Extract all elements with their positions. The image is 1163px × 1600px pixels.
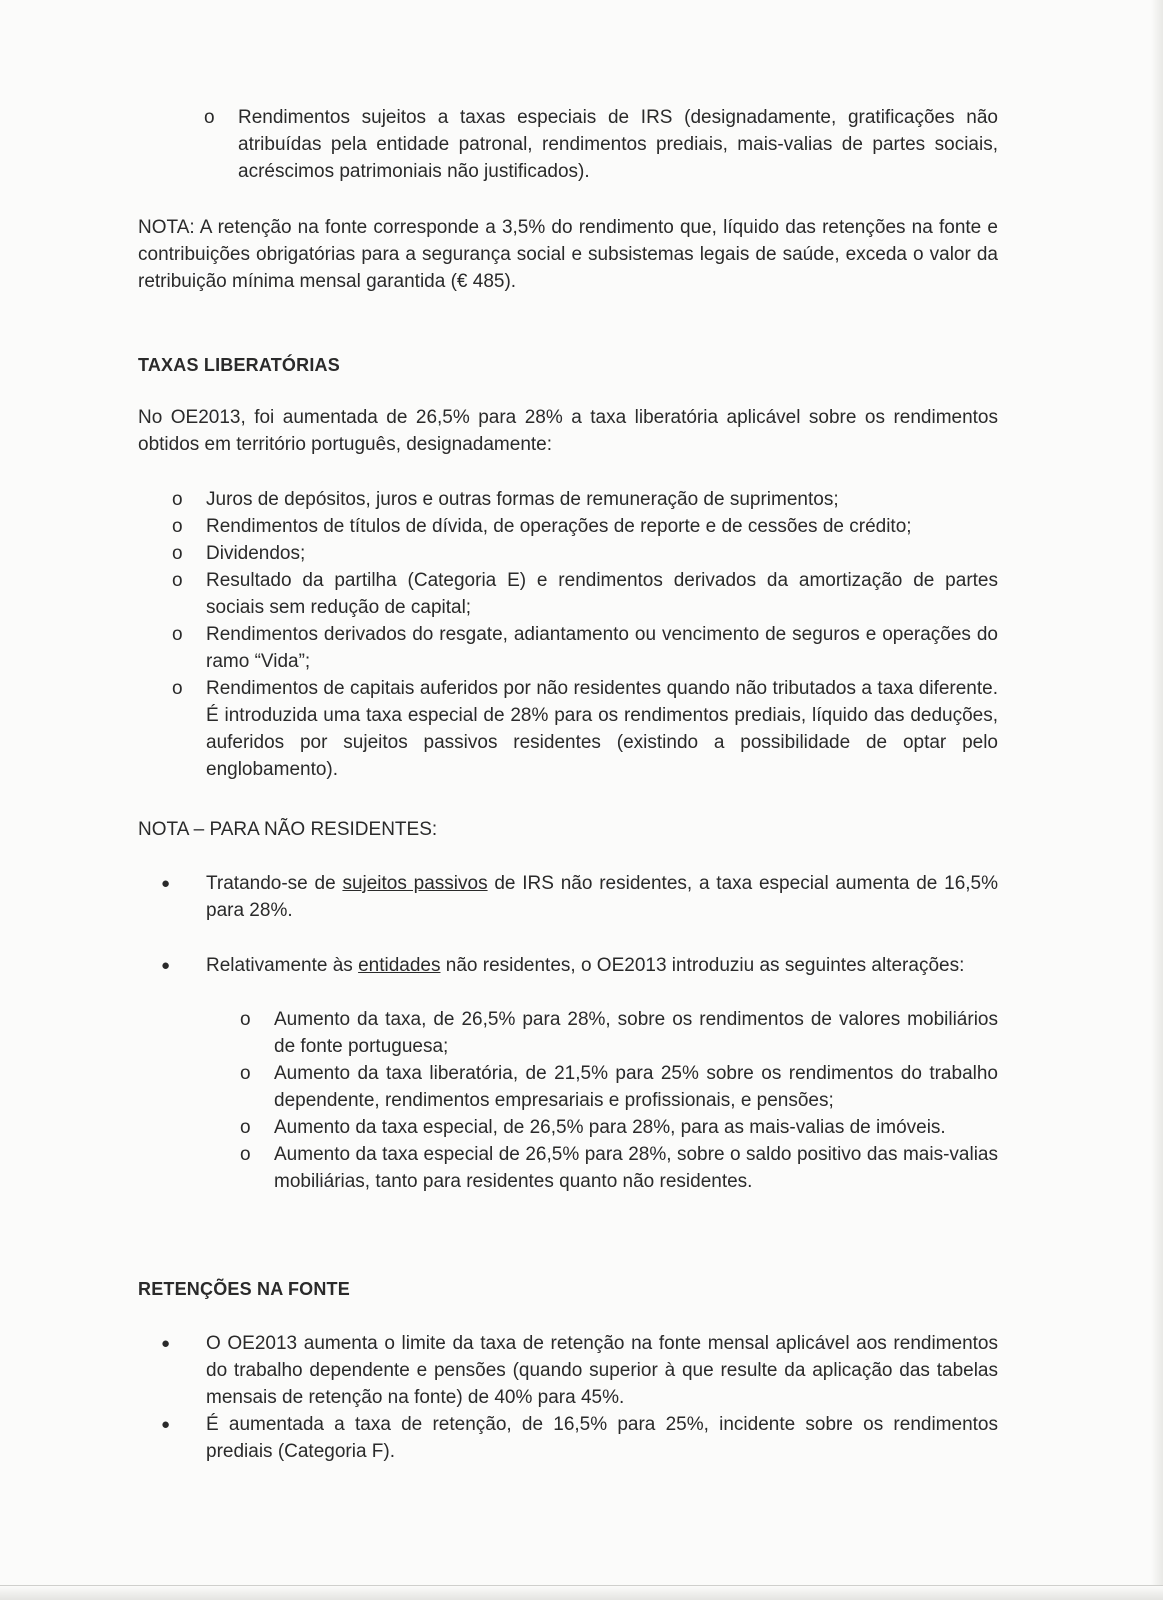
bullet-icon: ●	[161, 957, 171, 974]
bullet-icon: ●	[161, 875, 171, 892]
nao-residentes-list-1	[138, 870, 998, 924]
list-item	[138, 675, 998, 783]
list-item-text-post: não residentes, o OE2013 introduziu as seguintes alterações:	[440, 955, 965, 976]
list-item-text: Rendimentos derivados do resgate, adiantamento ou vencimento de seguros e operações do ramo “Vida”;	[206, 624, 998, 672]
list-item-text-pre: Tratando-se de	[206, 873, 343, 894]
page-edge-shadow	[1151, 0, 1163, 1600]
section-heading-retencoes: RETENÇÕES NA FONTE	[138, 1279, 350, 1299]
list-item	[138, 621, 998, 675]
page-bottom-edge	[0, 1585, 1163, 1600]
underlined-term: sujeitos passivos	[342, 873, 488, 894]
section-heading-taxas: TAXAS LIBERATÓRIAS	[138, 355, 340, 375]
list-item-text-pre: Relativamente às	[206, 955, 359, 976]
underlined-term: entidades	[358, 955, 441, 976]
nao-residentes-sublist	[206, 1006, 998, 1195]
list-item-text: Rendimentos sujeitos a taxas especiais de IRS (designadamente, gratificações não atribuídas pela entidade patronal, rendimentos prediais, mais-valias de partes sociais, acréscimos patrimoniais não justificados).	[238, 107, 998, 182]
list-item	[206, 1141, 998, 1195]
list-item-text-post: de IRS não residentes, a taxa especial aumenta de 16,5% para 28%.	[206, 873, 998, 921]
top-list	[170, 104, 998, 185]
list-item	[138, 1330, 998, 1411]
circle-bullet-icon: o	[172, 570, 183, 591]
circle-bullet-icon: o	[172, 543, 183, 564]
bullet-icon: ●	[161, 1335, 171, 1352]
retencoes-list	[138, 1330, 998, 1465]
circle-bullet-icon: o	[172, 516, 183, 537]
taxas-intro: No OE2013, foi aumentada de 26,5% para 28% a taxa liberatória aplicável sobre os rendimentos obtidos em território português, designadamente:	[138, 407, 998, 455]
nao-residentes-list-2	[138, 952, 998, 979]
list-item-text: Resultado da partilha (Categoria E) e rendimentos derivados da amortização de partes sociais sem redução de capital;	[206, 570, 998, 618]
list-item	[206, 1114, 998, 1141]
list-item	[138, 486, 998, 513]
nota-nao-residentes-heading: NOTA – PARA NÃO RESIDENTES:	[138, 819, 438, 840]
list-item	[206, 1060, 998, 1114]
list-item	[138, 540, 998, 567]
list-item-text: Rendimentos de títulos de dívida, de operações de reporte e de cessões de crédito;	[206, 516, 912, 537]
list-item-text: O OE2013 aumenta o limite da taxa de retenção na fonte mensal aplicável aos rendimentos do trabalho dependente e pensões (quando superior à que resulte da aplicação das tabelas mensais de retenção na fonte) de 40% para 45%.	[206, 1333, 998, 1408]
list-item-text: Aumento da taxa, de 26,5% para 28%, sobre os rendimentos de valores mobiliários de fonte portuguesa;	[274, 1009, 998, 1057]
circle-bullet-icon: o	[172, 624, 183, 645]
taxas-list	[138, 486, 998, 783]
list-item-text: Aumento da taxa liberatória, de 21,5% para 25% sobre os rendimentos do trabalho dependente, rendimentos empresariais e profissionais, e pensões;	[274, 1063, 998, 1111]
list-item	[206, 1006, 998, 1060]
list-item	[138, 1411, 998, 1465]
bullet-icon: ●	[161, 1416, 171, 1433]
circle-bullet-icon: o	[240, 1009, 251, 1030]
list-item-text: Juros de depósitos, juros e outras formas de remuneração de suprimentos;	[206, 489, 839, 510]
list-item-text: Dividendos;	[206, 543, 306, 564]
circle-bullet-icon: o	[240, 1144, 251, 1165]
list-item	[138, 567, 998, 621]
list-item-text: É aumentada a taxa de retenção, de 16,5% para 25%, incidente sobre os rendimentos prediais (Categoria F).	[206, 1414, 998, 1462]
list-item	[138, 513, 998, 540]
circle-bullet-icon: o	[240, 1117, 251, 1138]
list-item-text: Aumento da taxa especial de 26,5% para 28%, sobre o saldo positivo das mais-valias mobiliárias, tanto para residentes quanto não residentes.	[274, 1144, 998, 1192]
circle-bullet-icon: o	[172, 678, 183, 699]
list-item-text: Rendimentos de capitais auferidos por não residentes quando não tributados a taxa diferente. É introduzida uma taxa especial de 28% para os rendimentos prediais, líquido das deduções, auferidos por sujeitos passivos residentes (existindo a possibilidade de optar pelo englobamento).	[206, 678, 998, 780]
nota-retencao: NOTA: A retenção na fonte corresponde a 3,5% do rendimento que, líquido das retenções na fonte e contribuições obrigatórias para a segurança social e subsistemas legais de saúde, exceda o valor da retribuição mínima mensal garantida (€ 485).	[138, 217, 998, 292]
circle-bullet-icon: o	[172, 489, 183, 510]
list-item	[138, 870, 998, 924]
circle-bullet-icon: o	[240, 1063, 251, 1084]
list-item	[170, 104, 998, 185]
list-item	[138, 952, 998, 979]
circle-bullet-icon: o	[204, 107, 215, 128]
list-item-text: Aumento da taxa especial, de 26,5% para 28%, para as mais-valias de imóveis.	[274, 1117, 946, 1138]
